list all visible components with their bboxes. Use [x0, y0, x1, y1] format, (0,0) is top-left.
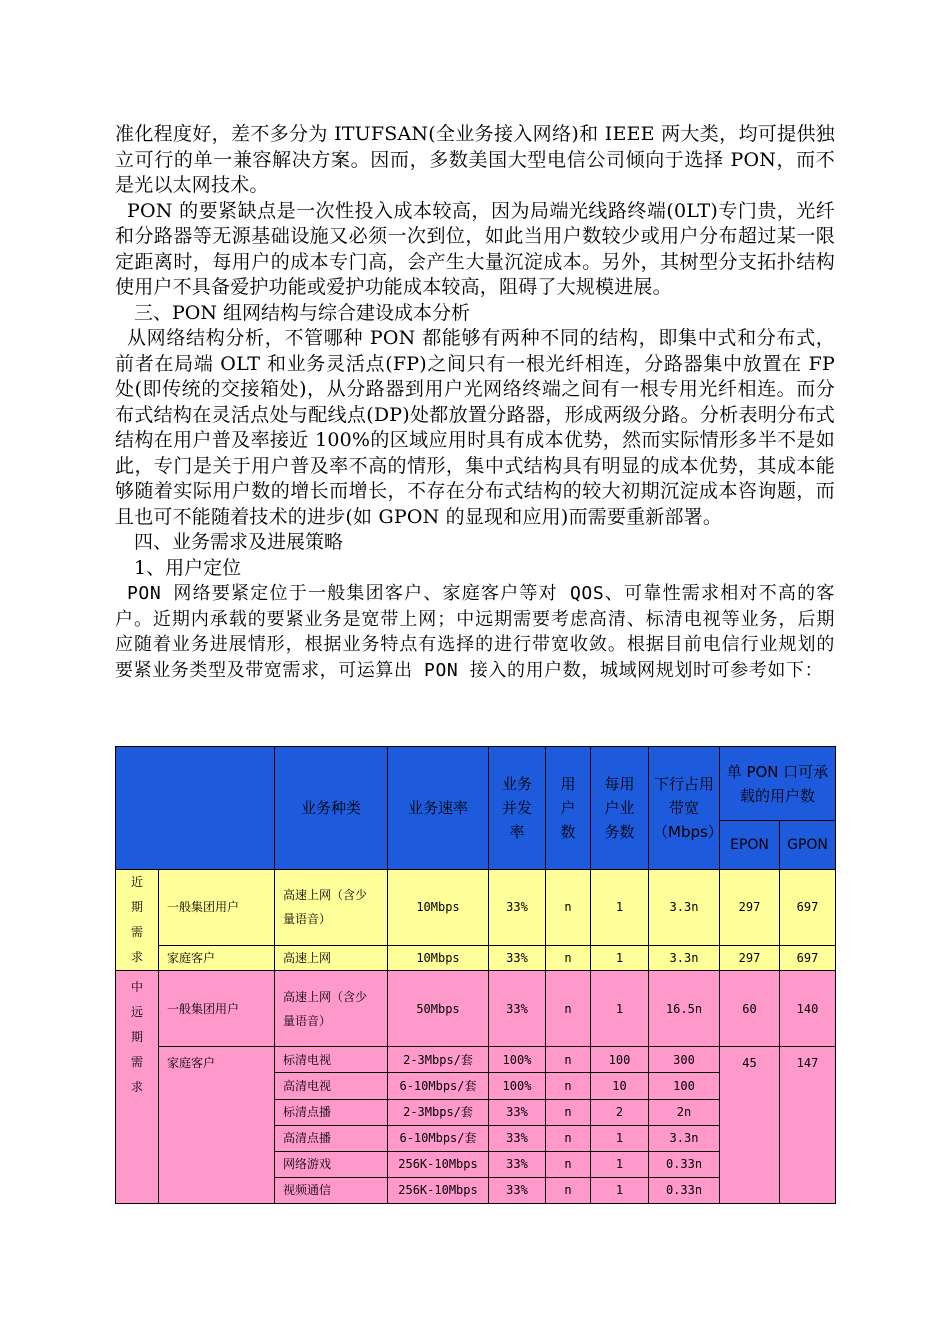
- concurrency: 100%: [489, 1047, 546, 1073]
- section-heading-3: 三、PON 组网结构与综合建设成本分析: [134, 301, 471, 324]
- period-mid-long-term: 中远期需求: [116, 970, 159, 1203]
- gpon-capacity: 697: [780, 869, 836, 945]
- document-body: [115, 122, 835, 683]
- gpon-capacity: 697: [780, 945, 836, 970]
- per-user-count: 2: [591, 1099, 649, 1125]
- service-rate: 6-10Mbps/套: [388, 1125, 489, 1151]
- downlink-bandwidth: 100: [649, 1073, 720, 1099]
- service-type: 高速上网（含少量语音）: [275, 869, 388, 945]
- service-type: 标清点播: [275, 1099, 388, 1125]
- customer-type: 家庭客户: [159, 1047, 275, 1204]
- header-downlink-bandwidth: 下行占用带宽（Mbps）: [649, 747, 720, 870]
- header-pon-capacity: 单 PON 口可承载的用户数: [720, 747, 836, 821]
- users: n: [546, 1073, 591, 1099]
- concurrency: 33%: [489, 1099, 546, 1125]
- paragraph-network-structure: 从网络结构分析，不管哪种 PON 都能够有两种不同的结构，即集中式和分布式，前者在局端 OLT 和业务灵活点(FP)之间只有一根光纤相连，分路器集中放置在 FP 处(即传统的交接箱处)，从分路器到用户光网络终端之间有一根专用光纤相连。而分布式结构在灵活点处与配线点(DP)处都放置分路器，形成两级分路。分析表明分布式结构在用户普及率接近 100%的区域应用时具有成本优势，然而实际情形多半不是如此，专门是关于用户普及率不高的情形，集中式结构具有明显的成本优势，其成本能够随着实际用户数的增长而增长，不存在分布式结构的较大初期沉淀成本咨询题，而且也可不能随着技术的进步(如 GPON 的显现和应用)而需要重新部署。: [115, 327, 835, 528]
- per-user-count: 1: [591, 1177, 649, 1203]
- concurrency: 33%: [489, 1151, 546, 1177]
- downlink-bandwidth: 0.33n: [649, 1151, 720, 1177]
- downlink-bandwidth: 3.3n: [649, 869, 720, 945]
- concurrency: 33%: [489, 1125, 546, 1151]
- per-user-count: 100: [591, 1047, 649, 1073]
- service-type: 标清电视: [275, 1047, 388, 1073]
- service-rate: 10Mbps: [388, 945, 489, 970]
- per-user-count: 1: [591, 1125, 649, 1151]
- header-per-user-count: 每用户业务数: [591, 747, 649, 870]
- downlink-bandwidth: 2n: [649, 1099, 720, 1125]
- service-rate: 6-10Mbps/套: [388, 1073, 489, 1099]
- service-rate: 256K-10Mbps: [388, 1151, 489, 1177]
- per-user-count: 1: [591, 945, 649, 970]
- gpon-capacity: 147: [780, 1047, 836, 1204]
- per-user-count: 1: [591, 1151, 649, 1177]
- users: n: [546, 869, 591, 945]
- customer-type: 家庭客户: [159, 945, 275, 970]
- service-bandwidth-table: [115, 746, 836, 1204]
- users: n: [546, 1125, 591, 1151]
- concurrency: 33%: [489, 970, 546, 1046]
- downlink-bandwidth: 0.33n: [649, 1177, 720, 1203]
- downlink-bandwidth: 300: [649, 1047, 720, 1073]
- service-type: 高速上网: [275, 945, 388, 970]
- service-type: 视频通信: [275, 1177, 388, 1203]
- service-rate: 2-3Mbps/套: [388, 1099, 489, 1125]
- section-heading-4: 四、业务需求及进展策略: [134, 531, 344, 553]
- gpon-capacity: 140: [780, 970, 836, 1046]
- epon-capacity: 297: [720, 945, 780, 970]
- downlink-bandwidth: 16.5n: [649, 970, 720, 1046]
- downlink-bandwidth: 3.3n: [649, 945, 720, 970]
- header-gpon: GPON: [780, 821, 836, 869]
- header-epon: EPON: [720, 821, 780, 869]
- users: n: [546, 1099, 591, 1125]
- per-user-count: 10: [591, 1073, 649, 1099]
- paragraph-user-positioning: PON 网络要紧定位于一般集团客户、家庭客户等对 QOS、可靠性需求相对不高的客户。近期内承载的要紧业务是宽带上网；中远期需要考虑高清、标清电视等业务，后期应随着业务进展情形，根据业务特点有选择的进行带宽收敛。根据目前电信行业规划的要紧业务类型及带宽需求，可运算出 PON 接入的用户数，城域网规划时可参考如下：: [115, 583, 835, 681]
- users: n: [546, 1177, 591, 1203]
- epon-capacity: 45: [720, 1047, 780, 1204]
- header-service-rate: 业务速率: [388, 747, 489, 870]
- users: n: [546, 945, 591, 970]
- paragraph-standardization: 准化程度好，差不多分为 ITUFSAN(全业务接入网络)和 IEEE 两大类，均可提供独立可行的单一兼容解决方案。因而，多数美国大型电信公司倾向于选择 PON，而不是光以太网技术。: [115, 123, 835, 196]
- header-service-type: 业务种类: [275, 747, 388, 870]
- users: n: [546, 1047, 591, 1073]
- service-rate: 10Mbps: [388, 869, 489, 945]
- service-type: 高清电视: [275, 1073, 388, 1099]
- customer-type: 一般集团用户: [159, 869, 275, 945]
- header-blank-cell: [116, 747, 275, 870]
- subsection-heading-1: 1、用户定位: [134, 556, 242, 579]
- per-user-count: 1: [591, 869, 649, 945]
- downlink-bandwidth: 3.3n: [649, 1125, 720, 1151]
- concurrency: 33%: [489, 945, 546, 970]
- service-rate: 50Mbps: [388, 970, 489, 1046]
- users: n: [546, 970, 591, 1046]
- concurrency: 100%: [489, 1073, 546, 1099]
- epon-capacity: 297: [720, 869, 780, 945]
- epon-capacity: 60: [720, 970, 780, 1046]
- period-near-term: 近期需求: [116, 869, 159, 970]
- service-type: 高清点播: [275, 1125, 388, 1151]
- customer-type: 一般集团用户: [159, 970, 275, 1046]
- service-type: 网络游戏: [275, 1151, 388, 1177]
- paragraph-pon-drawbacks: PON 的要紧缺点是一次性投入成本较高，因为局端光线路终端(0LT)专门贵，光纤和分路器等无源基础设施又必须一次到位，如此当用户数较少或用户分布超过某一限定距离时，每用户的成本专门高，会产生大量沉淀成本。另外，其树型分支拓扑结构使用户不具备爱护功能或爱护功能成本较高，阻碍了大规模进展。: [115, 199, 835, 298]
- service-rate: 256K-10Mbps: [388, 1177, 489, 1203]
- concurrency: 33%: [489, 869, 546, 945]
- per-user-count: 1: [591, 970, 649, 1046]
- users: n: [546, 1151, 591, 1177]
- service-type: 高速上网（含少量语音）: [275, 970, 388, 1046]
- concurrency: 33%: [489, 1177, 546, 1203]
- header-users: 用户数: [546, 747, 591, 870]
- service-rate: 2-3Mbps/套: [388, 1047, 489, 1073]
- header-concurrency: 业务并发率: [489, 747, 546, 870]
